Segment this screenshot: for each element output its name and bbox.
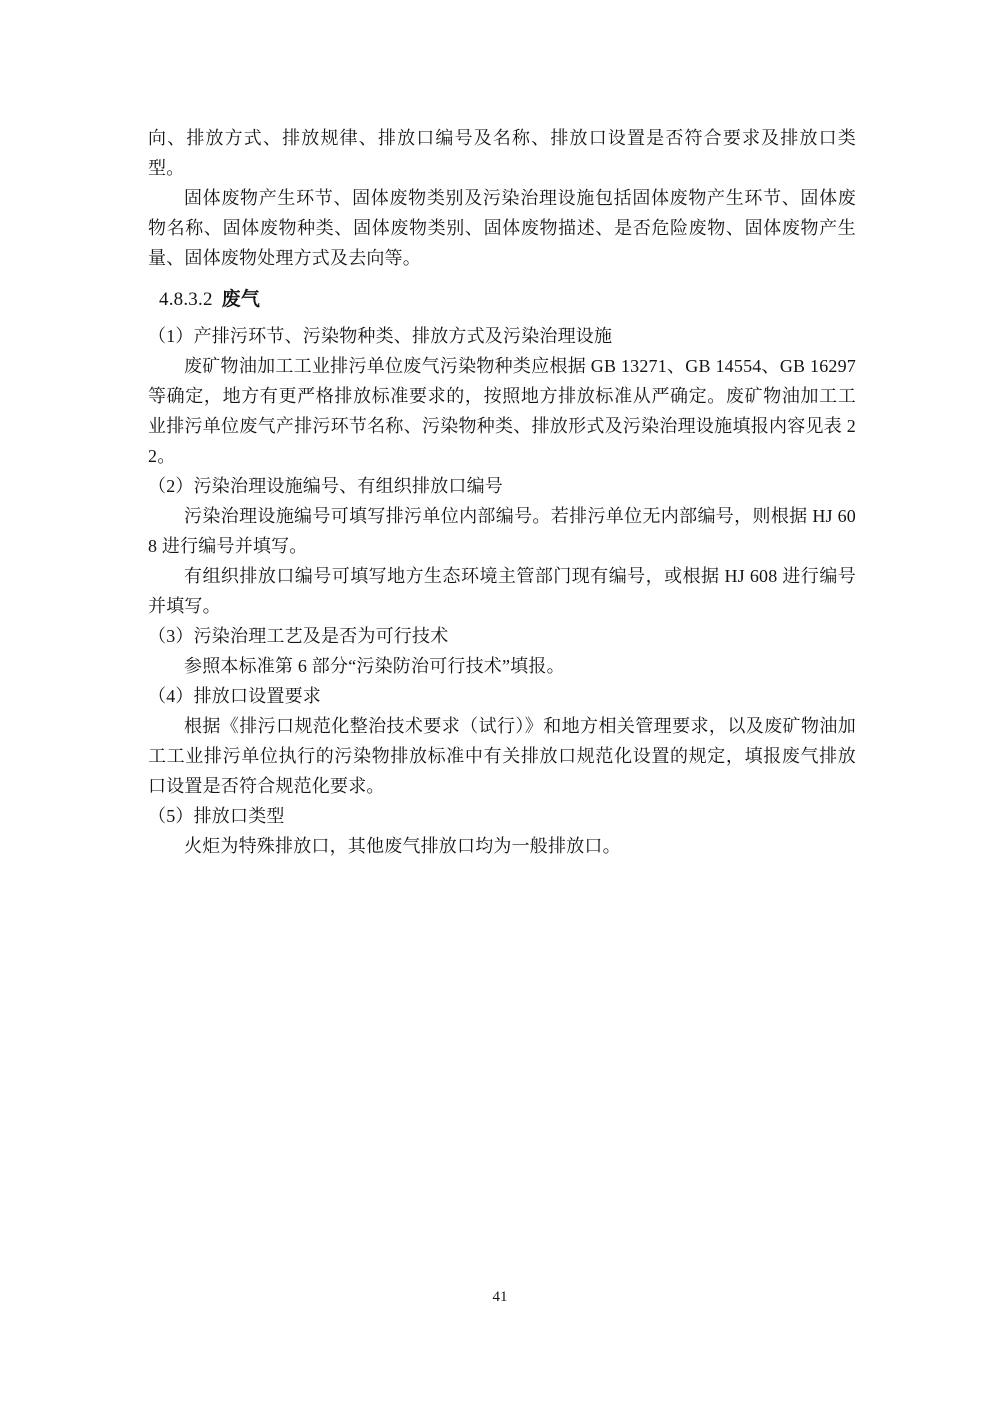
paragraph-continuation: 向、排放方式、排放规律、排放口编号及名称、排放口设置是否符合要求及排放口类型。 bbox=[148, 128, 856, 178]
list-item-1: （1）产排污环节、污染物种类、排放方式及污染治理设施 bbox=[148, 326, 613, 346]
paragraph-feasible-technology: 参照本标准第 6 部分“污染防治可行技术”填报。 bbox=[184, 656, 565, 676]
paragraph-outlet-requirements: 根据《排污口规范化整治技术要求（试行）》和地方相关管理要求，以及废矿物油加工工业排污单位执行的污染物排放标准中有关排放口规范化设置的规定，填报废气排放口设置是否符合规范化要求。 bbox=[148, 716, 856, 796]
section-number: 4.8.3.2 bbox=[159, 289, 213, 310]
list-item-5: （5）排放口类型 bbox=[148, 806, 285, 826]
document-body bbox=[148, 123, 856, 861]
page-number: 41 bbox=[492, 1289, 508, 1305]
page-footer bbox=[0, 1286, 1000, 1308]
list-item-2: （2）污染治理设施编号、有组织排放口编号 bbox=[148, 476, 503, 496]
list-item-4: （4）排放口设置要求 bbox=[148, 686, 321, 706]
paragraph-outlet-number: 有组织排放口编号可填写地方生态环境主管部门现有编号，或根据 HJ 608 进行编号并填写。 bbox=[148, 566, 856, 616]
paragraph-outlet-type: 火炬为特殊排放口，其他废气排放口均为一般排放口。 bbox=[184, 836, 621, 856]
list-item-3: （3）污染治理工艺及是否为可行技术 bbox=[148, 626, 449, 646]
paragraph-solid-waste: 固体废物产生环节、固体废物类别及污染治理设施包括固体废物产生环节、固体废物名称、固体废物种类、固体废物类别、固体废物描述、是否危险废物、固体废物产生量、固体废物处理方式及去向等。 bbox=[148, 188, 856, 268]
paragraph-pollutant-types: 废矿物油加工工业排污单位废气污染物种类应根据 GB 13271、GB 14554、GB 16297 等确定，地方有更严格排放标准要求的，按照地方排放标准从严确定。废矿物油加工工业排污单位废气产排污环节名称、污染物种类、排放形式及污染治理设施填报内容见表 22。 bbox=[148, 356, 856, 466]
section-title: 废气 bbox=[221, 289, 261, 310]
section-heading bbox=[148, 285, 856, 315]
paragraph-facility-number: 污染治理设施编号可填写排污单位内部编号。若排污单位无内部编号，则根据 HJ 608 进行编号并填写。 bbox=[148, 506, 856, 556]
